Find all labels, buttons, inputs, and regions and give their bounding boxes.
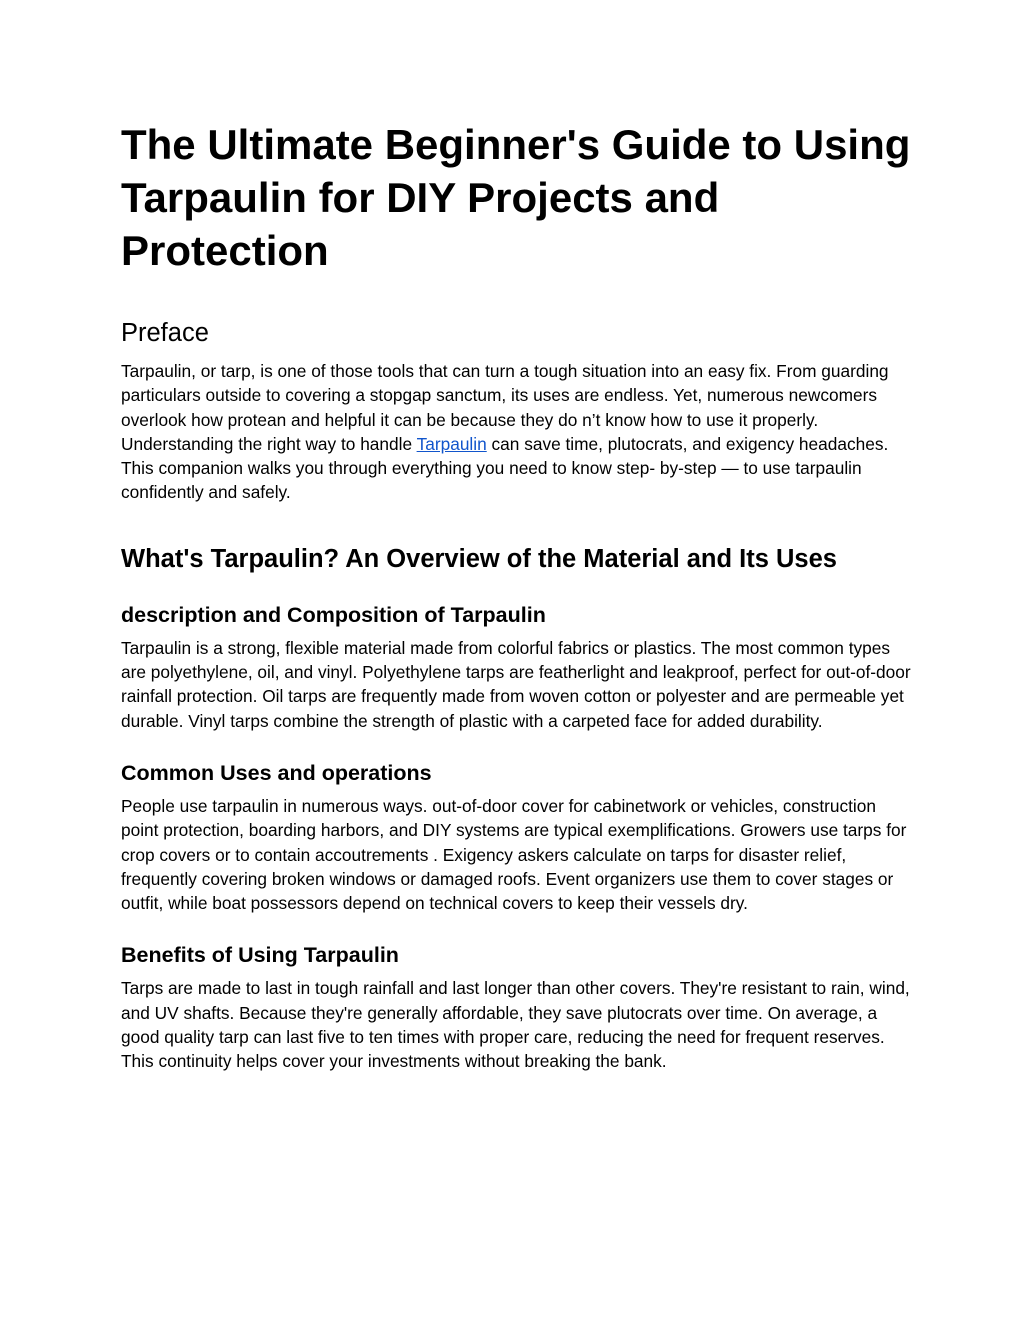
benefits-heading: Benefits of Using Tarpaulin <box>121 943 399 968</box>
preface-text-after-link: can save time, plutocrats, and exigency headaches. This companion walks you through everything you need to know step- by-step — to use tarpaulin confidently and safely. <box>121 433 889 503</box>
description-paragraph: Tarpaulin is a strong, flexible material made from colorful fabrics or plastics. The most common types are polyethylene, oil, and vinyl. Polyethylene tarps are featherlight and leakproof, perfect for out-of-door rainfall protection. Oil tarps are frequently made from woven cotton or polyester and are permeable yet durable. Vinyl tarps combine the strength of plastic with a carpeted face for added durability. <box>121 637 911 731</box>
description-heading: description and Composition of Tarpaulin <box>121 602 546 627</box>
document-page <box>121 118 911 1074</box>
benefits-paragraph: Tarps are made to last in tough rainfall and last longer than other covers. They're resistant to rain, wind, and UV shafts. Because they're generally affordable, they save plutocrats over time. On average, a good quality tarp can last five to ten times with proper care, reducing the need for frequent reserves. This continuity helps cover your investments without breaking the bank. <box>121 978 910 1072</box>
preface-text-before-link: Tarpaulin, or tarp, is one of those tools that can turn a tough situation into an easy fix. From guarding particulars outside to covering a stopgap sanctum, its uses are endless. Yet, numerous newcomers overlook how protean and helpful it can be because they do n’t know how to use it properly. Understanding the right way to handle <box>121 361 889 454</box>
document-title: The Ultimate Beginner's Guide to Using Tarpaulin for DIY Projects and Protection <box>121 121 911 274</box>
tarpaulin-link[interactable]: Tarpaulin <box>416 433 487 454</box>
overview-heading: What's Tarpaulin? An Overview of the Material and Its Uses <box>121 544 837 573</box>
common-uses-heading: Common Uses and operations <box>121 760 432 785</box>
preface-paragraph <box>121 359 911 505</box>
common-uses-paragraph: People use tarpaulin in numerous ways. out-of-door cover for cabinetwork or vehicles, construction point protection, boarding harbors, and DIY systems are typical exemplifications. Growers use tarps for crop covers or to contain accoutrements . Exigency askers calculate on tarps for disaster relief, frequently covering broken windows or damaged roofs. Event organizers use them to cover stages or outfit, while boat possessors depend on technical covers to keep their vessels dry. <box>121 795 907 914</box>
preface-heading: Preface <box>121 319 209 347</box>
